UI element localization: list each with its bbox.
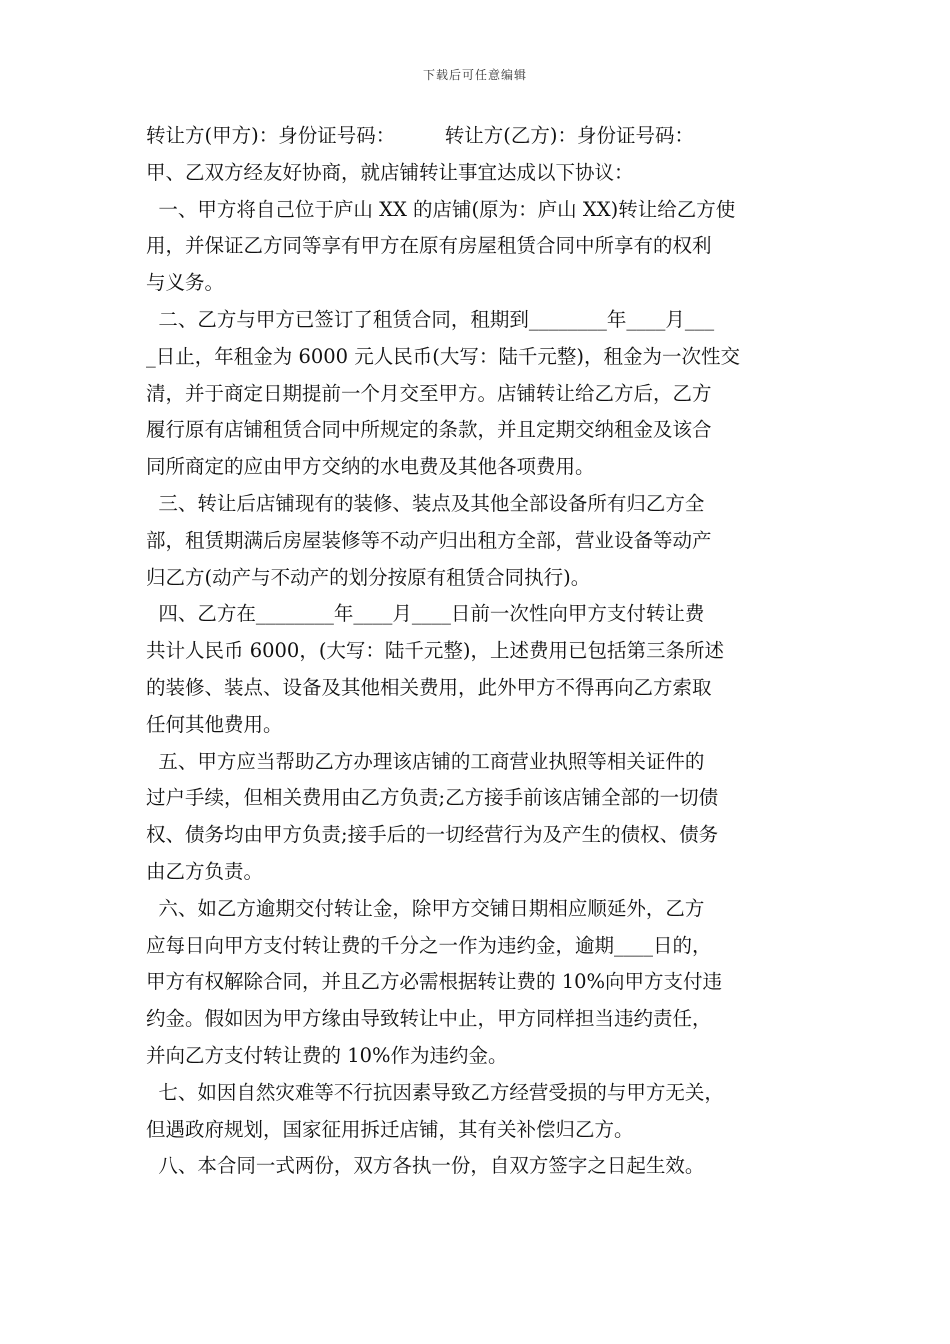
text-line: 但遇政府规划，国家征用拆迁店铺，其有关补偿归乙方。 (146, 1117, 634, 1141)
text-line: 八、本合同一式两份，双方各执一份，自双方签字之日起生效。 (146, 1154, 705, 1178)
text-line: 与义务。 (146, 271, 225, 295)
text-line: 共计人民币 6000，(大写：陆千元整)，上述费用已包括第三条所述 (146, 639, 725, 663)
contract-body (146, 118, 810, 1185)
text-line: 部，租赁期满后房屋装修等不动产归出租方全部，营业设备等动产 (146, 528, 712, 552)
text-line: 由乙方负责。 (146, 859, 264, 883)
text-line: 权、债务均由甲方负责;接手后的一切经营行为及产生的债权、债务 (146, 823, 719, 847)
text-line: 同所商定的应由甲方交纳的水电费及其他各项费用。 (146, 455, 595, 479)
text-line: 履行原有店铺租赁合同中所规定的条款，并且定期交纳租金及该合 (146, 418, 712, 442)
text-line: 六、如乙方逾期交付转让金，除甲方交铺日期相应顺延外，乙方 (146, 896, 705, 920)
text-line: 清，并于商定日期提前一个月交至甲方。店铺转让给乙方后，乙方 (146, 381, 712, 405)
text-line: 七、如因自然灾难等不行抗因素导致乙方经营受损的与甲方无关， (146, 1080, 724, 1104)
page-header: 下载后可任意编辑 (422, 68, 527, 82)
text-line: 一、甲方将自己位于庐山 XX 的店铺(原为：庐山 XX)转让给乙方使 (146, 197, 736, 221)
text-line: 用，并保证乙方同等享有甲方在原有房屋租赁合同中所享有的权利 (146, 234, 712, 258)
text-line: 五、甲方应当帮助乙方办理该店铺的工商营业执照等相关证件的 (146, 749, 705, 773)
text-line: 过户手续，但相关费用由乙方负责;乙方接手前该店铺全部的一切债 (146, 786, 719, 810)
text-line: 应每日向甲方支付转让费的千分之一作为违约金，逾期____日的， (146, 933, 712, 957)
text-line: 的装修、装点、设备及其他相关费用，此外甲方不得再向乙方索取 (146, 675, 712, 699)
text-line: _日止，年租金为 6000 元人民币(大写：陆千元整)，租金为一次性交 (146, 344, 740, 368)
text-line: 甲、乙双方经友好协商，就店铺转让事宜达成以下协议： (146, 160, 634, 184)
text-line: 任何其他费用。 (146, 712, 283, 736)
text-line: 约金。假如因为甲方缘由导致转让中止，甲方同样担当违约责任， (146, 1007, 712, 1031)
text-line: 归乙方(动产与不动产的划分按原有租赁合同执行)。 (146, 565, 591, 589)
text-line: 转让方(甲方)：身份证号码： 转让方(乙方)：身份证号码： (146, 124, 695, 147)
text-line: 甲方有权解除合同，并且乙方必需根据转让费的 10%向甲方支付违 (146, 970, 723, 994)
text-line: 二、乙方与甲方已签订了租赁合同，租期到________年____月___ (146, 307, 715, 331)
text-line: 三、转让后店铺现有的装修、装点及其他全部设备所有归乙方全 (146, 491, 705, 515)
text-line: 并向乙方支付转让费的 10%作为违约金。 (146, 1043, 508, 1067)
text-line: 四、乙方在________年____月____日前一次性向甲方支付转让费 (146, 602, 705, 626)
